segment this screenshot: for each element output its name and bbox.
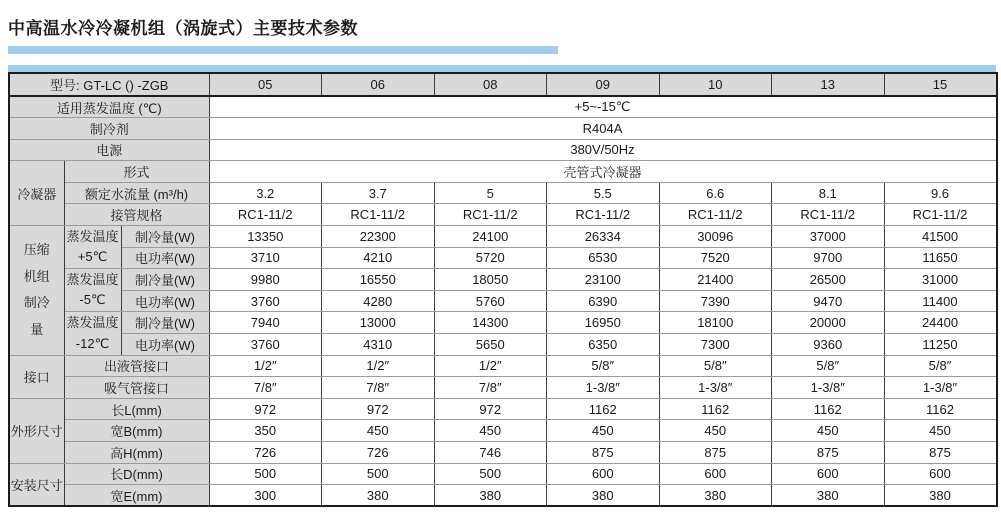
table-row-liquid-pipe: [9, 355, 997, 377]
cell-value: 4310: [322, 334, 435, 356]
row-label: 长L(mm): [64, 398, 209, 420]
cell-value: 31000: [884, 269, 997, 291]
row-label: 制冷量(W): [121, 269, 209, 291]
cell-value: 5/8″: [659, 355, 772, 377]
evap-temp-cell: [64, 269, 121, 312]
cell-value: 11400: [884, 290, 997, 312]
cell-value: 5: [434, 182, 547, 204]
cell-value: 3.7: [322, 182, 435, 204]
cell-value: RC1-11/2: [209, 204, 322, 226]
evap-temp-cell: [64, 312, 121, 355]
table-row-install-length: [9, 463, 997, 485]
row-label: 额定水流量 (m³/h): [64, 182, 209, 204]
row-label: 电功率(W): [121, 290, 209, 312]
cell-value: 380: [772, 485, 885, 507]
spec-table: [8, 72, 998, 507]
cell-value: 13350: [209, 226, 322, 248]
cell-value: 380: [322, 485, 435, 507]
cell-value: 380: [434, 485, 547, 507]
cell-value: 500: [434, 463, 547, 485]
title-underline-bar: [8, 46, 558, 54]
table-row-model: [9, 73, 997, 96]
row-label: 接管规格: [64, 204, 209, 226]
cell-value: 7/8″: [434, 377, 547, 399]
cell-value: 9980: [209, 269, 322, 291]
cell-value: RC1-11/2: [547, 204, 660, 226]
table-row-install-width: [9, 485, 997, 507]
table-row-power-supply: [9, 139, 997, 161]
model-label: 型号: GT-LC () -ZGB: [9, 73, 209, 96]
cell-value: 350: [209, 420, 322, 442]
evap-temp-label: 蒸发温度: [66, 272, 119, 288]
cell-value: 11250: [884, 334, 997, 356]
model-number: 09: [547, 73, 660, 96]
table-row-width: [9, 420, 997, 442]
cell-value: 380: [884, 485, 997, 507]
table-row-suction-pipe: [9, 377, 997, 399]
cell-value: 875: [772, 442, 885, 464]
table-row-pipe-spec: [9, 204, 997, 226]
cell-value: 18100: [659, 312, 772, 334]
evap-temp-value: +5℃: [77, 249, 108, 265]
cell-value: 5720: [434, 247, 547, 269]
cell-value: 1162: [547, 398, 660, 420]
table-row-condenser-form: [9, 161, 997, 183]
cell-value: 875: [547, 442, 660, 464]
cell-value: 21400: [659, 269, 772, 291]
cell-value: 7940: [209, 312, 322, 334]
cell-value: 22300: [322, 226, 435, 248]
cell-value: 26334: [547, 226, 660, 248]
cell-value: 600: [547, 463, 660, 485]
cell-value: 24400: [884, 312, 997, 334]
row-label: 制冷剂: [9, 118, 209, 140]
cell-value: 41500: [884, 226, 997, 248]
row-label: 电功率(W): [121, 334, 209, 356]
cell-value: 6530: [547, 247, 660, 269]
cell-value: +5~-15℃: [209, 96, 997, 118]
group-label-interface: 接口: [9, 355, 64, 398]
cell-value: 3.2: [209, 182, 322, 204]
cell-value: 3760: [209, 290, 322, 312]
cell-value: 3710: [209, 247, 322, 269]
row-label: 宽E(mm): [64, 485, 209, 507]
cell-value: 6390: [547, 290, 660, 312]
cell-value: 450: [434, 420, 547, 442]
cell-value: 380: [547, 485, 660, 507]
row-label: 形式: [64, 161, 209, 183]
table-row-water-flow: [9, 182, 997, 204]
cell-value: 7390: [659, 290, 772, 312]
row-label: 出液管接口: [64, 355, 209, 377]
cell-value: 6.6: [659, 182, 772, 204]
page-title: 中高温水冷冷凝机组（涡旋式）主要技术参数: [8, 19, 358, 38]
model-number: 10: [659, 73, 772, 96]
table-top-accent-bar: [8, 65, 996, 72]
cell-value: 9360: [772, 334, 885, 356]
cell-value: 5650: [434, 334, 547, 356]
cell-value: 5/8″: [884, 355, 997, 377]
table-row-cooling-m12: [9, 312, 997, 334]
cell-value: 726: [209, 442, 322, 464]
cell-value: 4210: [322, 247, 435, 269]
cell-value: 37000: [772, 226, 885, 248]
cell-value: 726: [322, 442, 435, 464]
cell-value: 1/2″: [322, 355, 435, 377]
cell-value: 16950: [547, 312, 660, 334]
cell-value: 1/2″: [209, 355, 322, 377]
cell-value: 6350: [547, 334, 660, 356]
row-label: 宽B(mm): [64, 420, 209, 442]
table-row-evap-range: [9, 96, 997, 118]
cell-value: 972: [322, 398, 435, 420]
row-label: 吸气管接口: [64, 377, 209, 399]
model-number: 13: [772, 73, 885, 96]
cell-value: 18050: [434, 269, 547, 291]
model-number: 06: [322, 73, 435, 96]
cell-value: RC1-11/2: [772, 204, 885, 226]
evap-temp-label: 蒸发温度: [66, 315, 119, 331]
cell-value: 875: [884, 442, 997, 464]
cell-value: 23100: [547, 269, 660, 291]
evap-temp-cell: [64, 226, 121, 269]
model-number: 15: [884, 73, 997, 96]
cell-value: 746: [434, 442, 547, 464]
cell-value: RC1-11/2: [434, 204, 547, 226]
table-row-height: [9, 442, 997, 464]
cell-value: 1162: [884, 398, 997, 420]
cell-value: 450: [659, 420, 772, 442]
cell-value: 1-3/8″: [884, 377, 997, 399]
row-label: 制冷量(W): [121, 226, 209, 248]
cell-value: 5/8″: [547, 355, 660, 377]
cell-value: 20000: [772, 312, 885, 334]
model-number: 08: [434, 73, 547, 96]
group-label-installation: 安装尺寸: [9, 463, 64, 506]
table-row-cooling-m5: [9, 269, 997, 291]
cell-value: 300: [209, 485, 322, 507]
cell-value: 壳管式冷凝器: [209, 161, 997, 183]
cell-value: 9700: [772, 247, 885, 269]
cell-value: RC1-11/2: [322, 204, 435, 226]
cell-value: 8.1: [772, 182, 885, 204]
cell-value: 972: [209, 398, 322, 420]
cell-value: 4280: [322, 290, 435, 312]
cell-value: 13000: [322, 312, 435, 334]
evap-temp-value: -12℃: [75, 335, 110, 351]
cell-value: 3760: [209, 334, 322, 356]
cell-value: 9470: [772, 290, 885, 312]
row-label: 电源: [9, 139, 209, 161]
cell-value: 11650: [884, 247, 997, 269]
table-row-cooling-p5: [9, 226, 997, 248]
table-row-refrigerant: [9, 118, 997, 140]
cell-value: 875: [659, 442, 772, 464]
row-label: 电功率(W): [121, 247, 209, 269]
cell-value: 380: [659, 485, 772, 507]
cell-value: 450: [547, 420, 660, 442]
table-row-power-m12: [9, 334, 997, 356]
cell-value: 1-3/8″: [659, 377, 772, 399]
cell-value: 9.6: [884, 182, 997, 204]
cell-value: 5760: [434, 290, 547, 312]
cell-value: 7/8″: [209, 377, 322, 399]
cell-value: 30096: [659, 226, 772, 248]
cell-value: 600: [772, 463, 885, 485]
cell-value: 450: [322, 420, 435, 442]
cell-value: 1162: [659, 398, 772, 420]
cell-value: 1-3/8″: [772, 377, 885, 399]
cell-value: 16550: [322, 269, 435, 291]
cell-value: 5/8″: [772, 355, 885, 377]
cell-value: R404A: [209, 118, 997, 140]
cell-value: 600: [659, 463, 772, 485]
cell-value: RC1-11/2: [884, 204, 997, 226]
cell-value: 7/8″: [322, 377, 435, 399]
evap-temp-value: -5℃: [79, 292, 106, 308]
row-label: 高H(mm): [64, 442, 209, 464]
evap-temp-label: 蒸发温度: [66, 229, 119, 245]
cell-value: 14300: [434, 312, 547, 334]
cell-value: 600: [884, 463, 997, 485]
group-label-dimensions: 外形尺寸: [9, 398, 64, 463]
row-label: 长D(mm): [64, 463, 209, 485]
cell-value: 500: [209, 463, 322, 485]
table-row-power-p5: [9, 247, 997, 269]
cell-value: 1-3/8″: [547, 377, 660, 399]
cell-value: RC1-11/2: [659, 204, 772, 226]
table-row-length: [9, 398, 997, 420]
cell-value: 5.5: [547, 182, 660, 204]
group-label-text: 压缩机组制冷量: [23, 242, 50, 337]
row-label: 制冷量(W): [121, 312, 209, 334]
cell-value: 380V/50Hz: [209, 139, 997, 161]
model-number: 05: [209, 73, 322, 96]
cell-value: 1162: [772, 398, 885, 420]
group-label-compressor-capacity: [9, 226, 64, 356]
cell-value: 450: [772, 420, 885, 442]
cell-value: 26500: [772, 269, 885, 291]
cell-value: 7520: [659, 247, 772, 269]
cell-value: 450: [884, 420, 997, 442]
cell-value: 972: [434, 398, 547, 420]
row-label: 适用蒸发温度 (℃): [9, 96, 209, 118]
cell-value: 1/2″: [434, 355, 547, 377]
table-row-power-m5: [9, 290, 997, 312]
cell-value: 7300: [659, 334, 772, 356]
cell-value: 24100: [434, 226, 547, 248]
group-label-condenser: 冷凝器: [9, 161, 64, 226]
cell-value: 500: [322, 463, 435, 485]
